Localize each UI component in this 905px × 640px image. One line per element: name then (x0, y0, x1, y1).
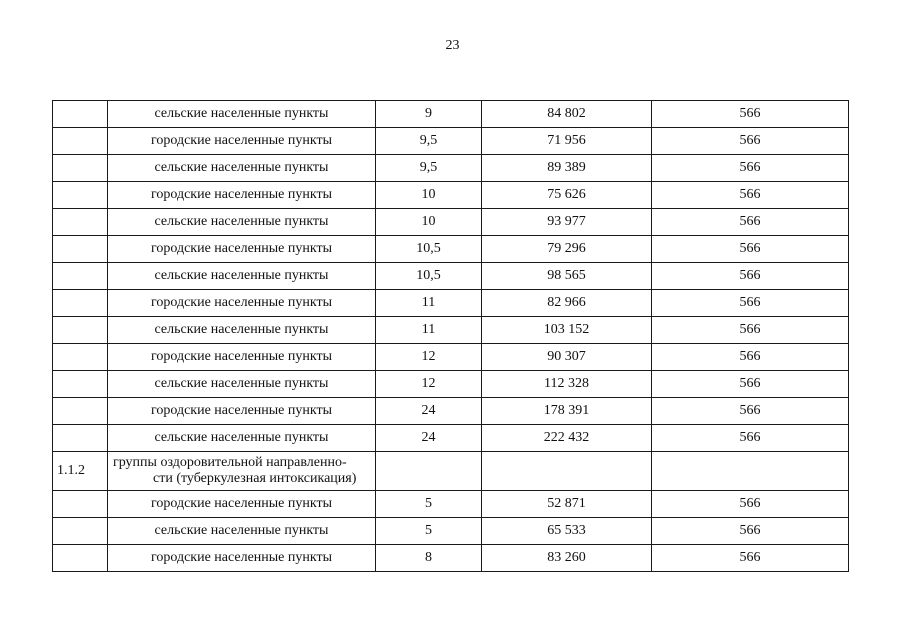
row-number-cell (53, 101, 108, 128)
amount-cell: 52 871 (482, 491, 652, 518)
tariff-table (52, 100, 849, 572)
settlement-type-cell: городские населенные пункты (108, 545, 376, 572)
code-cell: 566 (652, 425, 849, 452)
code-cell: 566 (652, 101, 849, 128)
coefficient-cell: 10 (376, 209, 482, 236)
amount-cell: 89 389 (482, 155, 652, 182)
table-row (53, 290, 849, 317)
code-cell: 566 (652, 263, 849, 290)
section-coefficient-cell (376, 452, 482, 491)
table-row (53, 344, 849, 371)
settlement-type-cell: городские населенные пункты (108, 236, 376, 263)
row-number-cell (53, 398, 108, 425)
coefficient-cell: 12 (376, 371, 482, 398)
table-row (53, 491, 849, 518)
coefficient-cell: 24 (376, 398, 482, 425)
row-number-cell (53, 425, 108, 452)
section-title-cell (108, 452, 376, 491)
coefficient-cell: 11 (376, 317, 482, 344)
row-number-cell (53, 371, 108, 398)
row-number-cell (53, 209, 108, 236)
settlement-type-cell: городские населенные пункты (108, 344, 376, 371)
coefficient-cell: 10 (376, 182, 482, 209)
settlement-type-cell: сельские населенные пункты (108, 317, 376, 344)
amount-cell: 75 626 (482, 182, 652, 209)
code-cell: 566 (652, 317, 849, 344)
section-amount-cell (482, 452, 652, 491)
code-cell: 566 (652, 398, 849, 425)
coefficient-cell: 5 (376, 491, 482, 518)
settlement-type-cell: сельские населенные пункты (108, 155, 376, 182)
amount-cell: 71 956 (482, 128, 652, 155)
amount-cell: 82 966 (482, 290, 652, 317)
table-row (53, 182, 849, 209)
row-number-cell (53, 128, 108, 155)
code-cell: 566 (652, 344, 849, 371)
settlement-type-cell: сельские населенные пункты (108, 425, 376, 452)
amount-cell: 98 565 (482, 263, 652, 290)
coefficient-cell: 9,5 (376, 128, 482, 155)
section-code-cell (652, 452, 849, 491)
code-cell: 566 (652, 209, 849, 236)
row-number-cell (53, 545, 108, 572)
coefficient-cell: 11 (376, 290, 482, 317)
coefficient-cell: 8 (376, 545, 482, 572)
row-number-cell (53, 518, 108, 545)
table-row (53, 155, 849, 182)
settlement-type-cell: городские населенные пункты (108, 182, 376, 209)
settlement-type-cell: сельские населенные пункты (108, 263, 376, 290)
settlement-type-cell: городские населенные пункты (108, 128, 376, 155)
row-number-cell (53, 344, 108, 371)
section-title-line-2: сти (туберкулезная интоксикация) (153, 471, 357, 486)
settlement-type-cell: городские населенные пункты (108, 491, 376, 518)
amount-cell: 65 533 (482, 518, 652, 545)
code-cell: 566 (652, 545, 849, 572)
coefficient-cell: 12 (376, 344, 482, 371)
table-row (53, 317, 849, 344)
code-cell: 566 (652, 236, 849, 263)
code-cell: 566 (652, 491, 849, 518)
section-header-row (53, 452, 849, 491)
code-cell: 566 (652, 290, 849, 317)
table-row (53, 101, 849, 128)
amount-cell: 222 432 (482, 425, 652, 452)
amount-cell: 90 307 (482, 344, 652, 371)
table-row (53, 545, 849, 572)
settlement-type-cell: сельские населенные пункты (108, 371, 376, 398)
settlement-type-cell: сельские населенные пункты (108, 209, 376, 236)
table-row (53, 398, 849, 425)
code-cell: 566 (652, 518, 849, 545)
coefficient-cell: 24 (376, 425, 482, 452)
row-number-cell (53, 491, 108, 518)
coefficient-cell: 10,5 (376, 236, 482, 263)
code-cell: 566 (652, 182, 849, 209)
table-row (53, 518, 849, 545)
table-row (53, 209, 849, 236)
table-row (53, 128, 849, 155)
settlement-type-cell: городские населенные пункты (108, 290, 376, 317)
table-body (53, 101, 849, 572)
settlement-type-cell: сельские населенные пункты (108, 518, 376, 545)
code-cell: 566 (652, 371, 849, 398)
coefficient-cell: 5 (376, 518, 482, 545)
table-row (53, 371, 849, 398)
row-number-cell (53, 317, 108, 344)
amount-cell: 93 977 (482, 209, 652, 236)
coefficient-cell: 9,5 (376, 155, 482, 182)
settlement-type-cell: сельские населенные пункты (108, 101, 376, 128)
amount-cell: 178 391 (482, 398, 652, 425)
amount-cell: 112 328 (482, 371, 652, 398)
amount-cell: 103 152 (482, 317, 652, 344)
amount-cell: 83 260 (482, 545, 652, 572)
amount-cell: 79 296 (482, 236, 652, 263)
table-row (53, 236, 849, 263)
coefficient-cell: 10,5 (376, 263, 482, 290)
table-row (53, 263, 849, 290)
section-number-cell: 1.1.2 (53, 452, 108, 491)
row-number-cell (53, 182, 108, 209)
row-number-cell (53, 263, 108, 290)
page-number: 23 (445, 38, 460, 53)
coefficient-cell: 9 (376, 101, 482, 128)
row-number-cell (53, 155, 108, 182)
code-cell: 566 (652, 155, 849, 182)
table-row (53, 425, 849, 452)
row-number-cell (53, 290, 108, 317)
amount-cell: 84 802 (482, 101, 652, 128)
row-number-cell (53, 236, 108, 263)
section-title-line-1: группы оздоровительной направленно- (113, 455, 347, 470)
code-cell: 566 (652, 128, 849, 155)
settlement-type-cell: городские населенные пункты (108, 398, 376, 425)
